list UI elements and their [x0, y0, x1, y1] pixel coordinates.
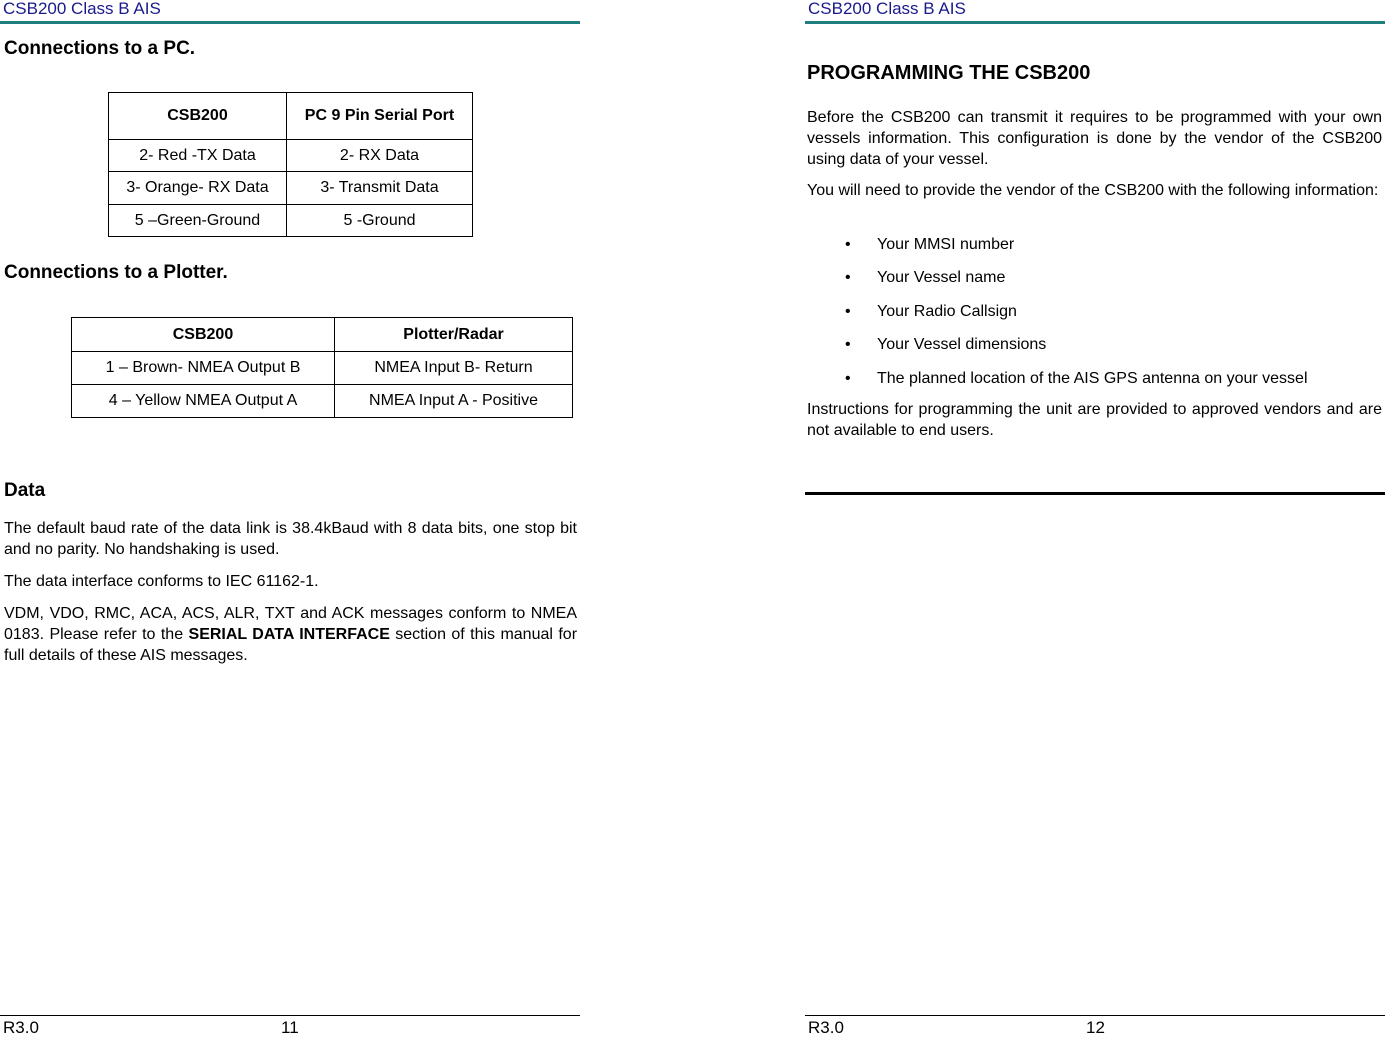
bullet-icon: •: [845, 269, 851, 287]
table-row: [72, 385, 573, 418]
footer-revision: R3.0: [808, 1018, 844, 1037]
pc-connections-heading: Connections to a PC.: [4, 38, 196, 59]
table-row: [109, 140, 473, 172]
serial-data-interface-reference: SERIAL DATA INTERFACE: [188, 626, 390, 643]
data-heading: Data: [4, 480, 46, 501]
table-cell: 5 -Ground: [287, 205, 473, 237]
table-row: [109, 172, 473, 205]
table-row: [72, 352, 573, 385]
footer-rule: [805, 1015, 1385, 1016]
header-rule: [0, 21, 580, 24]
table-header-row: [72, 318, 573, 352]
list-item-text: The planned location of the AIS GPS antenna on your vessel: [877, 369, 1308, 387]
list-item: [807, 334, 1382, 367]
list-item-text: Your Vessel name: [877, 269, 1006, 287]
table-cell: NMEA Input A - Positive: [335, 385, 573, 418]
nmea-text-start: VDM, VDO, RMC, ACA, ACS, ALR, TXT and ACK messages conform to NMEA 0183. Please refer to the: [4, 605, 577, 643]
header-rule: [805, 21, 1385, 24]
programming-heading: PROGRAMMING THE CSB200: [807, 62, 1091, 84]
table-cell: 2- Red -TX Data: [109, 140, 287, 172]
pc-connections-table: [108, 92, 473, 237]
table-cell: 2- RX Data: [287, 140, 473, 172]
footer-page-number: 12: [1086, 1018, 1105, 1037]
bullet-icon: •: [845, 236, 851, 253]
list-item-text: Your MMSI number: [877, 236, 1015, 253]
bullet-icon: •: [845, 302, 851, 320]
table-header-cell: Plotter/Radar: [335, 318, 573, 352]
page-12: [805, 0, 1385, 1036]
section-end-rule: [805, 492, 1385, 495]
page-11: [0, 0, 580, 1036]
table-header-row: [109, 93, 473, 140]
list-item-text: Your Radio Callsign: [877, 302, 1017, 320]
intro-paragraph: Before the CSB200 can transmit it requires to be programmed with your own vessels information. This configuration is done by the vendor of the CSB200 using data of your vessel.: [807, 109, 1382, 168]
iec-paragraph: The data interface conforms to IEC 61162-1.: [4, 573, 319, 590]
table-header-cell: CSB200: [72, 318, 335, 352]
list-item: [807, 368, 1382, 401]
nmea-paragraph: [4, 603, 577, 666]
nmea-text-end: section of this manual for full details of these AIS messages.: [4, 626, 578, 664]
list-item: [807, 234, 1382, 267]
instructions-paragraph: Instructions for programming the unit are provided to approved vendors and are not available to end users.: [807, 401, 1382, 439]
footer-rule: [0, 1015, 580, 1016]
table-cell: NMEA Input B- Return: [335, 352, 573, 385]
list-item-text: Your Vessel dimensions: [877, 336, 1047, 354]
table-row: [109, 205, 473, 237]
footer-revision: R3.0: [3, 1018, 39, 1037]
footer-page-number: 11: [281, 1018, 299, 1037]
table-cell: 4 – Yellow NMEA Output A: [72, 385, 335, 418]
running-header: CSB200 Class B AIS: [808, 0, 966, 18]
running-header: CSB200 Class B AIS: [3, 0, 161, 18]
list-item: [807, 301, 1382, 334]
table-cell: 5 –Green-Ground: [109, 205, 287, 237]
table-cell: 1 – Brown- NMEA Output B: [72, 352, 335, 385]
table-header-cell: CSB200: [109, 93, 287, 140]
plotter-connections-heading: Connections to a Plotter.: [4, 262, 228, 283]
vessel-info-list: [807, 234, 1382, 401]
plotter-connections-table: [71, 317, 573, 418]
table-cell: 3- Orange- RX Data: [109, 172, 287, 205]
table-header-cell: PC 9 Pin Serial Port: [287, 93, 473, 140]
table-cell: 3- Transmit Data: [287, 172, 473, 205]
list-item: [807, 267, 1382, 300]
baud-rate-paragraph: The default baud rate of the data link is 38.4kBaud with 8 data bits, one stop bit and no parity. No handshaking is used.: [4, 520, 577, 558]
bullet-icon: •: [845, 369, 851, 387]
vendor-info-paragraph: You will need to provide the vendor of the CSB200 with the following information:: [807, 182, 1379, 199]
bullet-icon: •: [845, 336, 851, 354]
